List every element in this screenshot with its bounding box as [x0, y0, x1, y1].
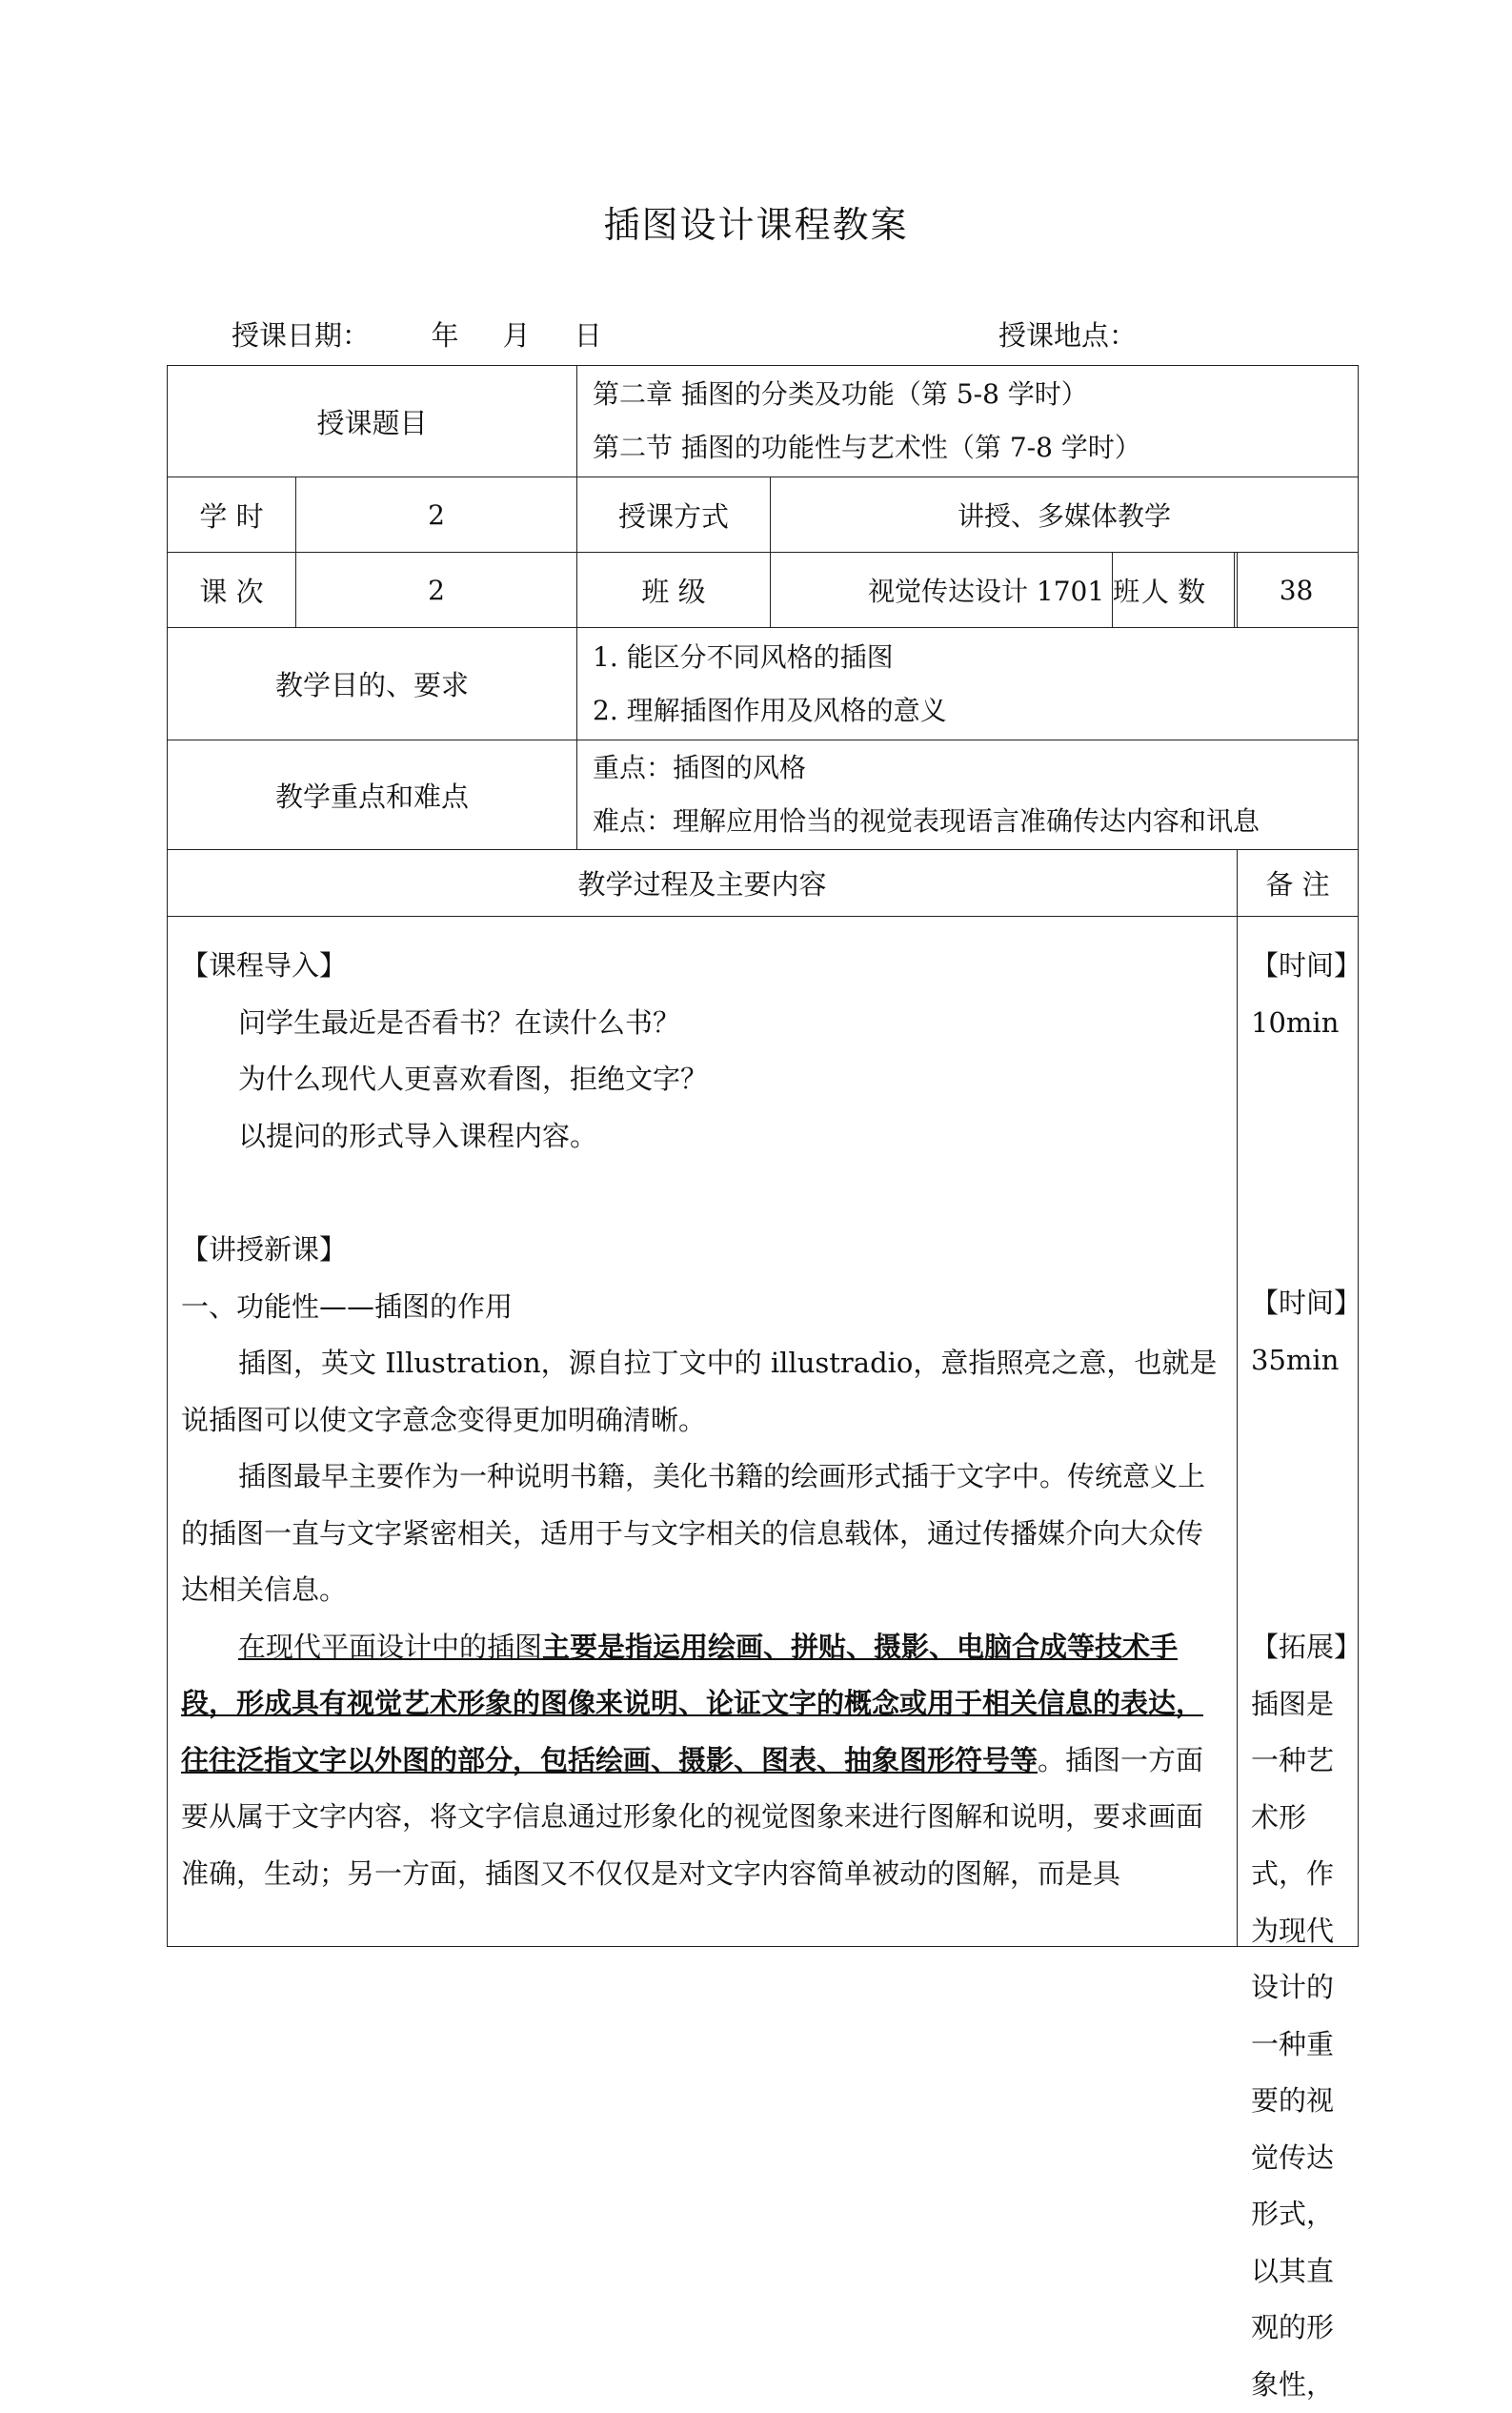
topic-line: 第二节 插图的功能性与艺术性（第 7-8 学时） [593, 432, 1141, 463]
month-label: 月 [502, 319, 531, 352]
date-label: 授课日期： [232, 319, 371, 352]
paragraph-3 [181, 1619, 1225, 1903]
paragraph-3-rest: 。插图一方面要从属于文字内容，将文字信息通过形象化的视觉图象来进行图解和说明，要求画面准确，生动；另一方面，插图又不仅仅是对文字内容简单被动的图解，而是具 [181, 1743, 1204, 1890]
objectives-value [577, 628, 1359, 740]
objective-line: 2. 理解插图作用及风格的意义 [593, 694, 947, 726]
place-label: 授课地点： [998, 319, 1138, 352]
notes-header: 备 注 [1238, 850, 1359, 917]
paragraph-3-emphasis: 主要是指运用绘画、拼贴、摄影、电脑合成等技术手段，形成具有视觉艺术形象的图像来说明、论证文字的概念或用于相关信息的表达，往往泛指文字以外图的部分，包括绘画、摄影、图表、抽象图形符号等 [181, 1630, 1204, 1776]
process-header-row [168, 850, 1359, 917]
intro-line: 为什么现代人更喜欢看图，拒绝文字？ [238, 1063, 709, 1095]
intro-title: 【课程导入】 [181, 949, 348, 982]
keypoint-line: 重点：插图的风格 [593, 752, 807, 783]
content-row [168, 917, 1359, 1947]
topic-row [168, 366, 1359, 477]
paragraph-2: 插图最早主要作为一种说明书籍，美化书籍的绘画形式插于文字中。传统意义上的插图一直与文字紧密相关，适用于与文字相关的信息载体，通过传播媒介向大众传达相关信息。 [181, 1460, 1206, 1606]
page-title: 插图设计课程教案 [603, 204, 909, 246]
method-label: 授课方式 [577, 477, 771, 553]
topic-line: 第二章 插图的分类及功能（第 5-8 学时） [593, 378, 1088, 410]
method-value: 讲授、多媒体教学 [771, 477, 1359, 553]
class-label: 班 级 [577, 553, 771, 628]
section-heading: 一、功能性——插图的作用 [181, 1289, 514, 1323]
class-value: 视觉传达设计 1701 班 [771, 553, 1238, 628]
process-header: 教学过程及主要内容 [168, 850, 1238, 917]
note-time-2: 【时间】35min [1251, 1287, 1348, 1376]
objectives-label: 教学目的、要求 [168, 628, 577, 740]
keypoints-row [168, 740, 1359, 850]
session-label: 课 次 [168, 553, 296, 627]
day-label: 日 [574, 319, 602, 352]
count-value: 38 [1279, 574, 1314, 606]
objective-line: 1. 能区分不同风格的插图 [593, 640, 894, 673]
date-line [232, 314, 602, 353]
objectives-row [168, 628, 1359, 740]
intro-line: 以提问的形式导入课程内容。 [238, 1119, 598, 1152]
session-row [168, 553, 1359, 628]
hours-value: 2 [428, 498, 445, 531]
process-content [168, 917, 1238, 1947]
keypoint-line: 难点：理解应用恰当的视觉表现语言准确传达内容和讯息 [593, 805, 1260, 837]
topic-label: 授课题目 [168, 366, 577, 477]
keypoints-value [577, 740, 1359, 850]
keypoints-label: 教学重点和难点 [168, 740, 577, 850]
note-time-1: 【时间】10min [1251, 949, 1348, 1039]
new-lesson-title: 【讲授新课】 [181, 1233, 348, 1266]
session-value: 2 [428, 574, 445, 606]
hours-label: 学 时 [168, 477, 296, 552]
note-extend: 【拓展】插图是一种艺术形式，作为现代设计的一种重要的视觉传达形式，以其直观的形象性， [1251, 1631, 1348, 2401]
notes-content [1238, 917, 1359, 2401]
paragraph-3-underlined: 在现代平面设计中的插图 [238, 1630, 543, 1663]
paragraph-1: 插图，英文 Illustration，源自拉丁文中的 illustradio，意指照亮之意，也就是说插图可以使文字意念变得更加明确清晰。 [181, 1347, 1218, 1436]
year-label: 年 [431, 319, 459, 352]
intro-line: 问学生最近是否看书？在读什么书？ [238, 1005, 681, 1039]
lesson-plan-table [167, 365, 1359, 2401]
count-label: 人 数 [1113, 553, 1235, 627]
topic-value [577, 366, 1359, 477]
hours-row [168, 477, 1359, 553]
